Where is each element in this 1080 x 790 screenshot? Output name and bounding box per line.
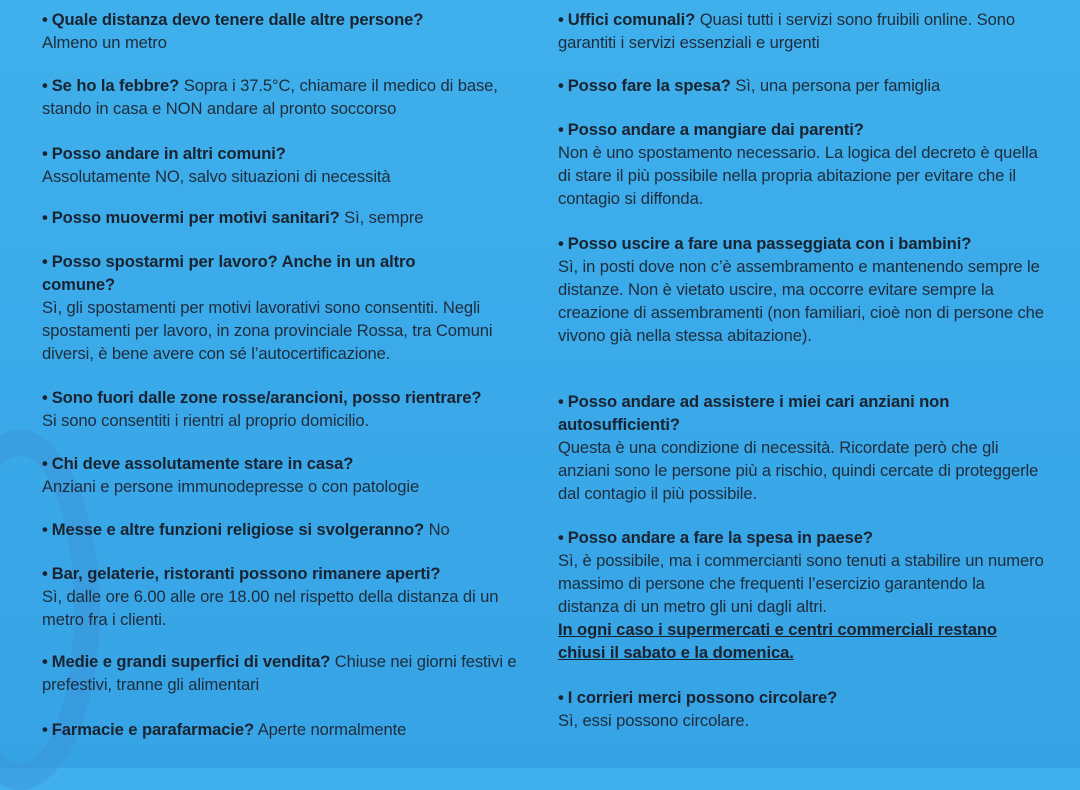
faq-question: • Bar, gelaterie, ristoranti possono rimanere aperti? bbox=[42, 564, 441, 583]
faq-answer: Sì, sempre bbox=[344, 208, 424, 227]
faq-item bbox=[42, 250, 493, 365]
faq-item bbox=[42, 8, 528, 54]
faq-note: In ogni caso i supermercati e centri commerciali restano chiusi il sabato e la domenica. bbox=[558, 620, 997, 662]
faq-question: • Posso andare a mangiare dai parenti? bbox=[558, 120, 864, 139]
faq-answer: Sì, gli spostamenti per motivi lavorativi sono consentiti. Negli spostamenti per lavoro, in zona provinciale Rossa, tra Comuni diversi, è bene avere con sé l’autocertificazione. bbox=[42, 298, 493, 363]
faq-question: • Posso spostarmi per lavoro? Anche in un altro comune? bbox=[42, 252, 416, 294]
faq-question: • Posso fare la spesa? bbox=[558, 76, 731, 95]
bullet-icon: • bbox=[42, 388, 48, 407]
faq-answer: Sì, in posti dove non c’è assembramento e mantenendo sempre le distanze. Non è vietato uscire, ma occorre evitare sempre la creazione di assembramenti (non familiari, cioè non di persone che vivono già nella stessa abitazione). bbox=[558, 257, 1044, 345]
faq-question: • Uffici comunali? bbox=[558, 10, 696, 29]
faq-item bbox=[42, 142, 528, 188]
faq-question: • Posso andare in altri comuni? bbox=[42, 144, 286, 163]
faq-question: • Posso uscire a fare una passeggiata con i bambini? bbox=[558, 234, 972, 253]
faq-question: • Sono fuori dalle zone rosse/arancioni, posso rientrare? bbox=[42, 388, 482, 407]
bullet-icon: • bbox=[558, 76, 564, 95]
faq-item bbox=[42, 74, 528, 120]
faq-answer: Sì, è possibile, ma i commercianti sono tenuti a stabilire un numero massimo di persone che frequenti l’esercizio garantendo la distanza di un metro gli uni dagli altri. bbox=[558, 551, 1044, 616]
faq-answer: Aperte normalmente bbox=[257, 720, 407, 739]
faq-question: • I corrieri merci possono circolare? bbox=[558, 688, 838, 707]
faq-item bbox=[42, 518, 528, 541]
faq-question: • Medie e grandi superfici di vendita? bbox=[42, 652, 331, 671]
faq-item bbox=[42, 562, 528, 631]
bullet-icon: • bbox=[42, 720, 48, 739]
faq-question: • Posso andare ad assistere i miei cari anziani non autosufficienti? bbox=[558, 392, 950, 434]
faq-answer: No bbox=[428, 520, 450, 539]
faq-question: • Messe e altre funzioni religiose si svolgeranno? bbox=[42, 520, 425, 539]
bullet-icon: • bbox=[558, 120, 564, 139]
bullet-icon: • bbox=[42, 76, 48, 95]
faq-answer: Si sono consentiti i rientri al proprio domicilio. bbox=[42, 411, 370, 430]
faq-item bbox=[42, 452, 528, 498]
faq-question: • Chi deve assolutamente stare in casa? bbox=[42, 454, 354, 473]
faq-item bbox=[42, 206, 528, 229]
bullet-icon: • bbox=[42, 208, 48, 227]
bullet-icon: • bbox=[42, 652, 48, 671]
faq-answer: Quasi tutti i servizi sono fruibili online. Sono garantiti i servizi essenziali e urgenti bbox=[558, 10, 1015, 52]
faq-item bbox=[42, 718, 528, 741]
bullet-icon: • bbox=[558, 688, 564, 707]
faq-answer: Sì, essi possono circolare. bbox=[558, 711, 749, 730]
faq-item bbox=[558, 74, 1048, 97]
faq-answer: Assolutamente NO, salvo situazioni di necessità bbox=[42, 167, 391, 186]
faq-question: • Posso muovermi per motivi sanitari? bbox=[42, 208, 340, 227]
faq-item bbox=[558, 686, 1048, 732]
faq-item bbox=[558, 8, 1048, 54]
faq-question: • Quale distanza devo tenere dalle altre persone? bbox=[42, 10, 424, 29]
faq-answer: Chiuse nei giorni festivi e prefestivi, tranne gli alimentari bbox=[42, 652, 517, 694]
faq-answer: Anziani e persone immunodepresse o con patologie bbox=[42, 477, 420, 496]
faq-question: • Posso andare a fare la spesa in paese? bbox=[558, 528, 873, 547]
faq-answer: Almeno un metro bbox=[42, 33, 167, 52]
faq-item bbox=[558, 232, 1048, 347]
faq-answer: Non è uno spostamento necessario. La logica del decreto è quella di stare il più possibile nella propria abitazione per evitare che il contagio si diffonda. bbox=[558, 143, 1038, 208]
faq-item bbox=[558, 526, 1048, 664]
bullet-icon: • bbox=[42, 564, 48, 583]
faq-item bbox=[42, 386, 528, 432]
bullet-icon: • bbox=[558, 528, 564, 547]
faq-item bbox=[558, 390, 1039, 505]
faq-answer: Sì, dalle ore 6.00 alle ore 18.00 nel rispetto della distanza di un metro fra i clienti. bbox=[42, 587, 499, 629]
bullet-icon: • bbox=[558, 10, 564, 29]
faq-answer: Sì, una persona per famiglia bbox=[735, 76, 941, 95]
faq-question: • Farmacie e parafarmacie? bbox=[42, 720, 255, 739]
bullet-icon: • bbox=[558, 234, 564, 253]
bullet-icon: • bbox=[42, 252, 48, 271]
faq-item bbox=[558, 118, 1048, 210]
bullet-icon: • bbox=[558, 392, 564, 411]
faq-answer: Questa è una condizione di necessità. Ricordate però che gli anziani sono le persone più a rischio, quindi cercate di proteggerle dal contagio il più possibile. bbox=[558, 438, 1039, 503]
bullet-icon: • bbox=[42, 454, 48, 473]
bullet-icon: • bbox=[42, 144, 48, 163]
faq-question: • Se ho la febbre? bbox=[42, 76, 180, 95]
bullet-icon: • bbox=[42, 520, 48, 539]
bullet-icon: • bbox=[42, 10, 48, 29]
faq-item bbox=[42, 650, 528, 696]
faq-answer: Sopra i 37.5°C, chiamare il medico di base, stando in casa e NON andare al pronto soccorso bbox=[42, 76, 498, 118]
